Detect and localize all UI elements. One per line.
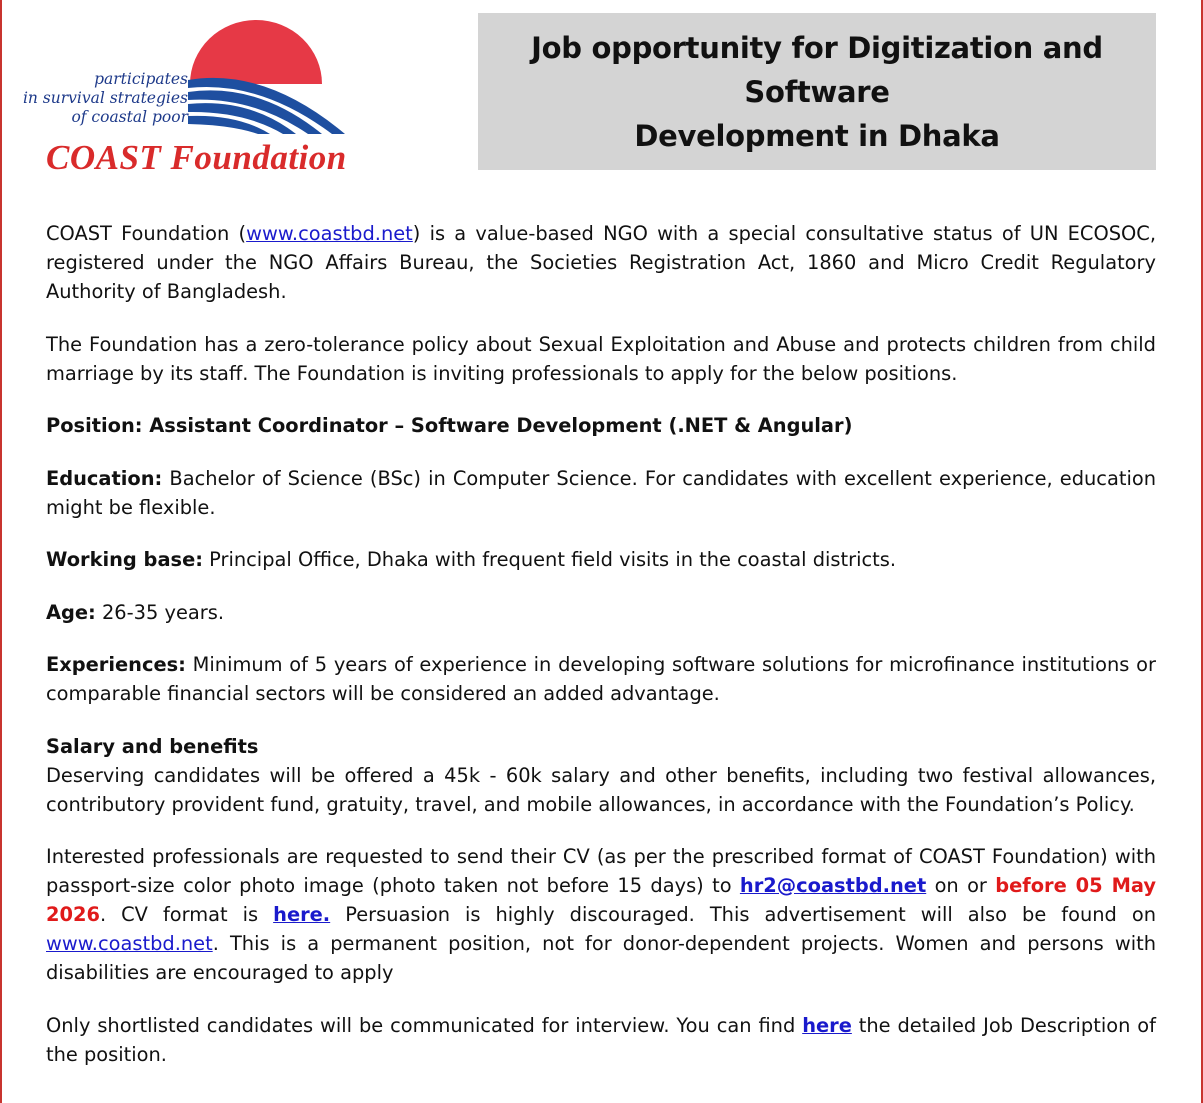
logo-tagline-line3: of coastal poor (71, 108, 188, 126)
job-description-link[interactable]: here (802, 1013, 852, 1037)
experience-paragraph (46, 650, 1156, 708)
apply-text-3: . CV format is (99, 903, 274, 926)
closing-paragraph (46, 1011, 1156, 1069)
apply-text-5: . This is a permanent position, not for donor-dependent projects. Women and persons with disabilities are encouraged to apply (46, 932, 1156, 984)
closing-text-2: the detailed Job Description of the position. (46, 1013, 1156, 1066)
working-base-paragraph (46, 545, 1156, 574)
working-base-label: Working base: (46, 548, 203, 571)
title-line1: Job opportunity for Digitization and Software (531, 30, 1103, 109)
email-link[interactable]: hr2@coastbd.net (739, 874, 927, 897)
website-link-2[interactable]: www.coastbd.net (46, 932, 213, 955)
age-paragraph (46, 598, 1156, 627)
logo-org-name: COAST Foundation (46, 138, 347, 177)
experience-label: Experiences: (46, 653, 186, 676)
salary-heading-paragraph (46, 732, 1156, 761)
logo-tagline-line1: participates (94, 70, 188, 88)
website-link[interactable]: www.coastbd.net (246, 222, 413, 245)
cv-format-link[interactable]: here. (273, 903, 331, 926)
apply-text-4: Persuasion is highly discouraged. This advertisement will also be found on (330, 903, 1157, 926)
coast-logo (22, 12, 360, 182)
intro-rest-text: ) is a value-based NGO with a special consultative status of UN ECOSOC, registered under the NGO Affairs Bureau, the Societies Registration Act, 1860 and Micro Credit Regulatory Authority of Bangladesh. (46, 222, 1156, 303)
age-label: Age: (46, 600, 96, 624)
education-paragraph (46, 464, 1156, 522)
salary-paragraph: Deserving candidates will be offered a 45k - 60k salary and other benefits, including two festival allowances, contributory provident fund, gratuity, travel, and mobile allowances, in accordance with the Foundation’s Policy. (46, 763, 1156, 816)
apply-paragraph (46, 842, 1156, 987)
education-text: Bachelor of Science (BSc) in Computer Science. For candidates with excellent experience, education might be flexible. (46, 466, 1156, 519)
education-label: Education: (46, 466, 163, 490)
experience-text: Minimum of 5 years of experience in developing software solutions for microfinance institutions or comparable financial sectors will be considered an added advantage. (46, 653, 1156, 705)
age-text: 26-35 years. (95, 600, 224, 624)
apply-text-2: on or (926, 874, 996, 897)
salary-heading: Salary and benefits (46, 734, 259, 758)
logo-tagline-line2: in survival strategies (22, 89, 188, 107)
title-line2: Development in Dhaka (634, 118, 1000, 153)
page-title (478, 26, 1156, 158)
closing-text-1: Only shortlisted candidates will be communicated for interview. You can find (46, 1013, 803, 1037)
intro-paragraph (46, 219, 1156, 306)
apply-text-1: Interested professionals are requested to send their CV (as per the prescribed format of COAST Foundation) with passport-size color photo image (photo taken not before 15 days) to (46, 845, 1156, 897)
intro-org-text: COAST Foundation ( (46, 222, 247, 245)
page-border-left (0, 0, 2, 1103)
position-paragraph (46, 411, 1156, 440)
title-banner (478, 13, 1156, 170)
advertisement-body (46, 219, 1156, 1092)
working-base-text: Principal Office, Dhaka with frequent field visits in the coastal districts. (202, 548, 896, 571)
position-title: Position: Assistant Coordinator – Software Development (.NET & Angular) (46, 414, 853, 437)
policy-paragraph: The Foundation has a zero-tolerance policy about Sexual Exploitation and Abuse and protects children from child marriage by its staff. The Foundation is inviting professionals to apply for the below positions. (46, 332, 1156, 385)
deadline-text: before 05 May 2026 (46, 874, 1157, 926)
